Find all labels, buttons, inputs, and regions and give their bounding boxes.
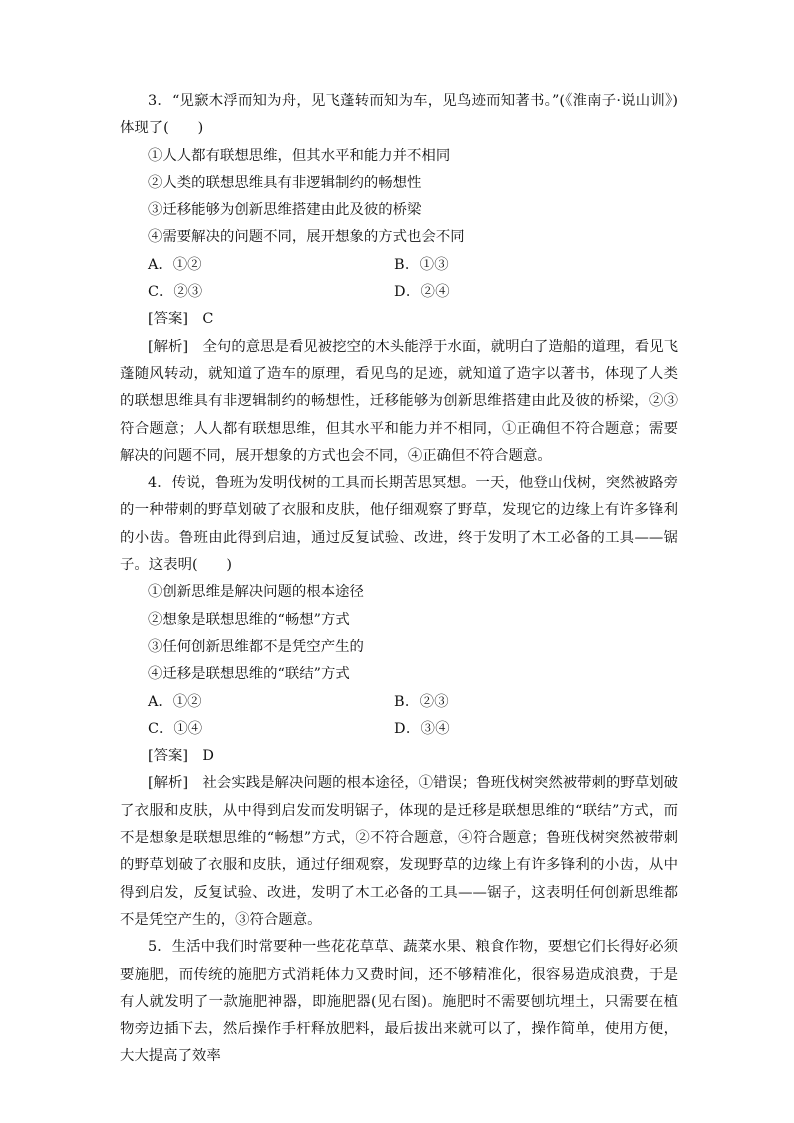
options-row-2 [120,716,678,743]
options-row-2 [120,279,678,306]
answer: [答案] D [148,748,214,765]
analysis: [解析] 全句的意思是看见被挖空的木头能浮于水面，就明白了造船的道理，看见飞蓬随风转动，就知道了造车的原理，看见鸟的足迹，就知道了造字以著书，体现了人类的联想思维具有非逻辑制约的畅想性，迁移能够为创新思维搭建由此及彼的桥梁，②③符合题意；人人都有联想思维，但其水平和能力并不相同，①正确但不符合题意；需要解决的问题不同，展开想象的方式也会不同，④正确但不符合题意。 [120,338,678,464]
statement-2: ②想象是联想思维的“畅想”方式 [148,611,350,628]
statement-2: ②人类的联想思维具有非逻辑制约的畅想性 [148,174,422,191]
option-d: D．②④ [394,284,450,301]
statement-1: ①创新思维是解决问题的根本途径 [148,584,364,601]
question-4 [120,470,678,934]
option-b: B．②③ [394,693,449,710]
option-b: B．①③ [394,256,449,273]
option-d: D．③④ [394,720,450,737]
statement-3: ③任何创新思维都不是凭空产生的 [148,638,364,655]
answer: [答案] C [148,311,214,328]
statement-4: ④需要解决的问题不同，展开想象的方式也会不同 [148,229,465,246]
option-c: C．①④ [148,720,203,737]
options-row-1 [120,252,678,279]
statement-1: ①人人都有联想思维，但其水平和能力并不相同 [148,147,451,164]
question-3 [120,88,678,470]
option-a: A．①② [148,256,202,273]
question-stem: 4．传说，鲁班为发明伐树的工具而长期苦思冥想。一天，他登山伐树，突然被路旁的一种带刺的野草划破了衣服和皮肤，他仔细观察了野草，发现它的边缘上有许多锋利的小齿。鲁班由此得到启迪，通过反复试验、改进，终于发明了木工必备的工具——锯子。这表明( ) [120,475,678,574]
analysis: [解析] 社会实践是解决问题的根本途径，①错误；鲁班伐树突然被带刺的野草划破了衣服和皮肤，从中得到启发而发明锯子，体现的是迁移是联想思维的“联结”方式，而不是想象是联想思维的“畅想”方式，②不符合题意，④符合题意；鲁班伐树突然被带刺的野草划破了衣服和皮肤，通过仔细观察，发现野草的边缘上有许多锋利的小齿，从中得到启发，反复试验、改进，发明了木工必备的工具——锯子，这表明任何创新思维都不是凭空产生的，③符合题意。 [120,775,678,928]
option-a: A．①② [148,693,202,710]
question-stem: 5．生活中我们时常要种一些花花草草、蔬菜水果、粮食作物，要想它们长得好必须要施肥，而传统的施肥方式消耗体力又费时间，还不够精准化，很容易造成浪费，于是有人就发明了一款施肥神器，即施肥器(见右图)。施肥时不需要刨坑埋土，只需要在植物旁边插下去，然后操作手杆释放肥料，最后拔出来就可以了，操作简单，使用方便，大大提高了效率 [120,939,678,1065]
options-row-1 [120,689,678,716]
option-c: C．②③ [148,284,203,301]
statement-4: ④迁移是联想思维的“联结”方式 [148,666,350,683]
question-5 [120,934,678,1070]
question-stem: 3．“见窾木浮而知为舟，见飞蓬转而知为车，见鸟迹而知著书。”(《淮南子·说山训》)体现了( ) [120,93,678,137]
document-content [120,88,678,1071]
statement-3: ③迁移能够为创新思维搭建由此及彼的桥梁 [148,202,422,219]
